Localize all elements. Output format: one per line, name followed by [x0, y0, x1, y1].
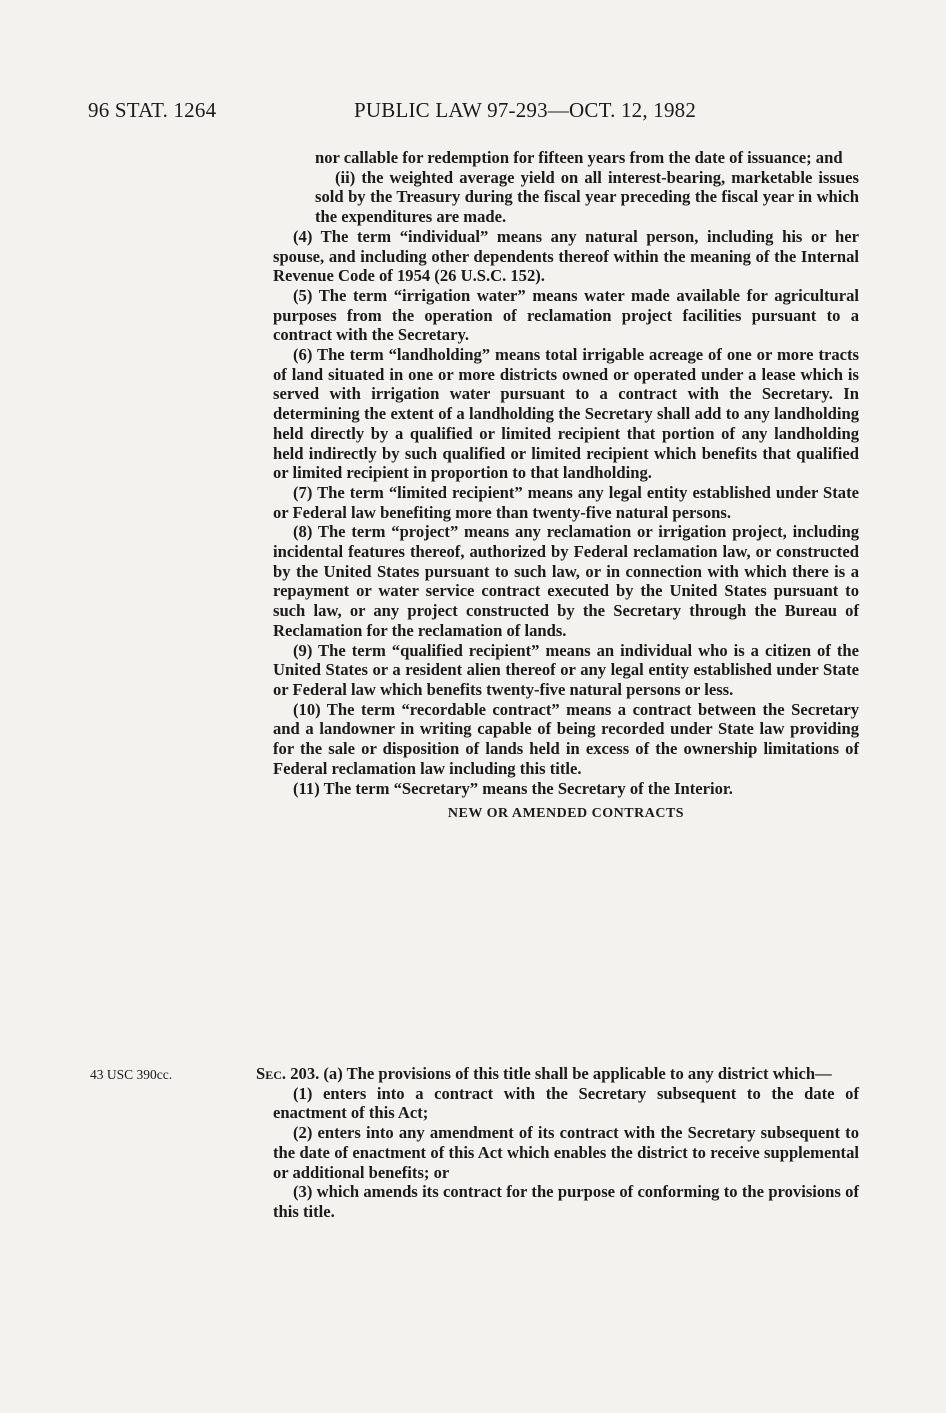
section-item-2: (2) enters into any amendment of its contract with the Secretary subsequent to the date of enactment of this Act which enables the district to receive supplemental or additional benefits; or — [273, 1123, 859, 1182]
definition-secretary: (11) The term “Secretary” means the Secretary of the Interior. — [293, 778, 733, 798]
paragraph-ii: (ii) the weighted average yield on all interest-bearing, marketable issues sold by the Treasury during the fiscal year preceding the fiscal year in which the expenditures are made. — [315, 167, 859, 227]
section-203 — [218, 1064, 859, 1222]
paragraph-continuation: nor callable for redemption for fifteen years from the date of issuance; and — [315, 148, 843, 167]
definition-irrigation-water: (5) The term “irrigation water” means water made available for agricultural purposes from the operation of reclamation project facilities pursuant to a contract with the Secretary. — [273, 285, 859, 345]
page-header — [88, 98, 848, 128]
margin-citation: 43 USC 390cc. — [90, 1067, 173, 1082]
section-label: Sec. — [256, 1064, 287, 1083]
section-heading: NEW OR AMENDED CONTRACTS — [447, 806, 685, 822]
public-law-title: PUBLIC LAW 97-293—OCT. 12, 1982 — [354, 98, 697, 122]
section-item-3: (3) which amends its contract for the purpose of conforming to the provisions of this title. — [273, 1182, 859, 1221]
definition-qualified-recipient: (9) The term “qualified recipient” means an individual who is a citizen of the United States or a resident alien thereof or any legal entity established under State or Federal law which benefits twenty-five natural persons or less. — [273, 640, 859, 699]
statute-page-number: 96 STAT. 1264 — [88, 98, 217, 122]
definition-individual: (4) The term “individual” means any natural person, including his or her spouse, and including other dependents thereof within the meaning of the Internal Revenue Code of 1954 (26 U.S.C. 152). — [273, 226, 859, 286]
definition-limited-recipient: (7) The term “limited recipient” means any legal entity established under State or Federal law benefiting more than twenty-five natural persons. — [273, 482, 859, 522]
definition-project: (8) The term “project” means any reclamation or irrigation project, including incidental features thereof, authorized by Federal reclamation law, or constructed by the United States pursuant to such law, or in connection with which there is a repayment or water service contract executed by the United States pursuant to such law, or any project constructed by the Secretary through the Bureau of Reclamation for the reclamation of lands. — [273, 522, 859, 640]
section-203-text: 203. (a) The provisions of this title shall be applicable to any district which— — [290, 1064, 832, 1083]
definition-landholding: (6) The term “landholding” means total irrigable acreage of one or more tracts of land situated in one or more districts owned or operated under a lease which is served with irrigation water pursuant to a contract with the Secretary. In determining the extent of a landholding the Secretary shall add to any landholding held directly by a qualified or limited recipient that portion of any landholding held indirectly by such qualified or limited recipient which benefits that qualified or limited recipient in proportion to that landholding. — [273, 345, 859, 483]
section-item-1: (1) enters into a contract with the Secretary subsequent to the date of enactment of this Act; — [273, 1083, 859, 1123]
definition-recordable-contract: (10) The term “recordable contract” means a contract between the Secretary and a landowner in writing capable of being recorded under State law providing for the sale or disposition of lands held in excess of the ownership limitations of Federal reclamation law including this title. — [273, 699, 859, 778]
definitions-body — [273, 148, 859, 828]
section-203-intro — [218, 1064, 859, 1084]
